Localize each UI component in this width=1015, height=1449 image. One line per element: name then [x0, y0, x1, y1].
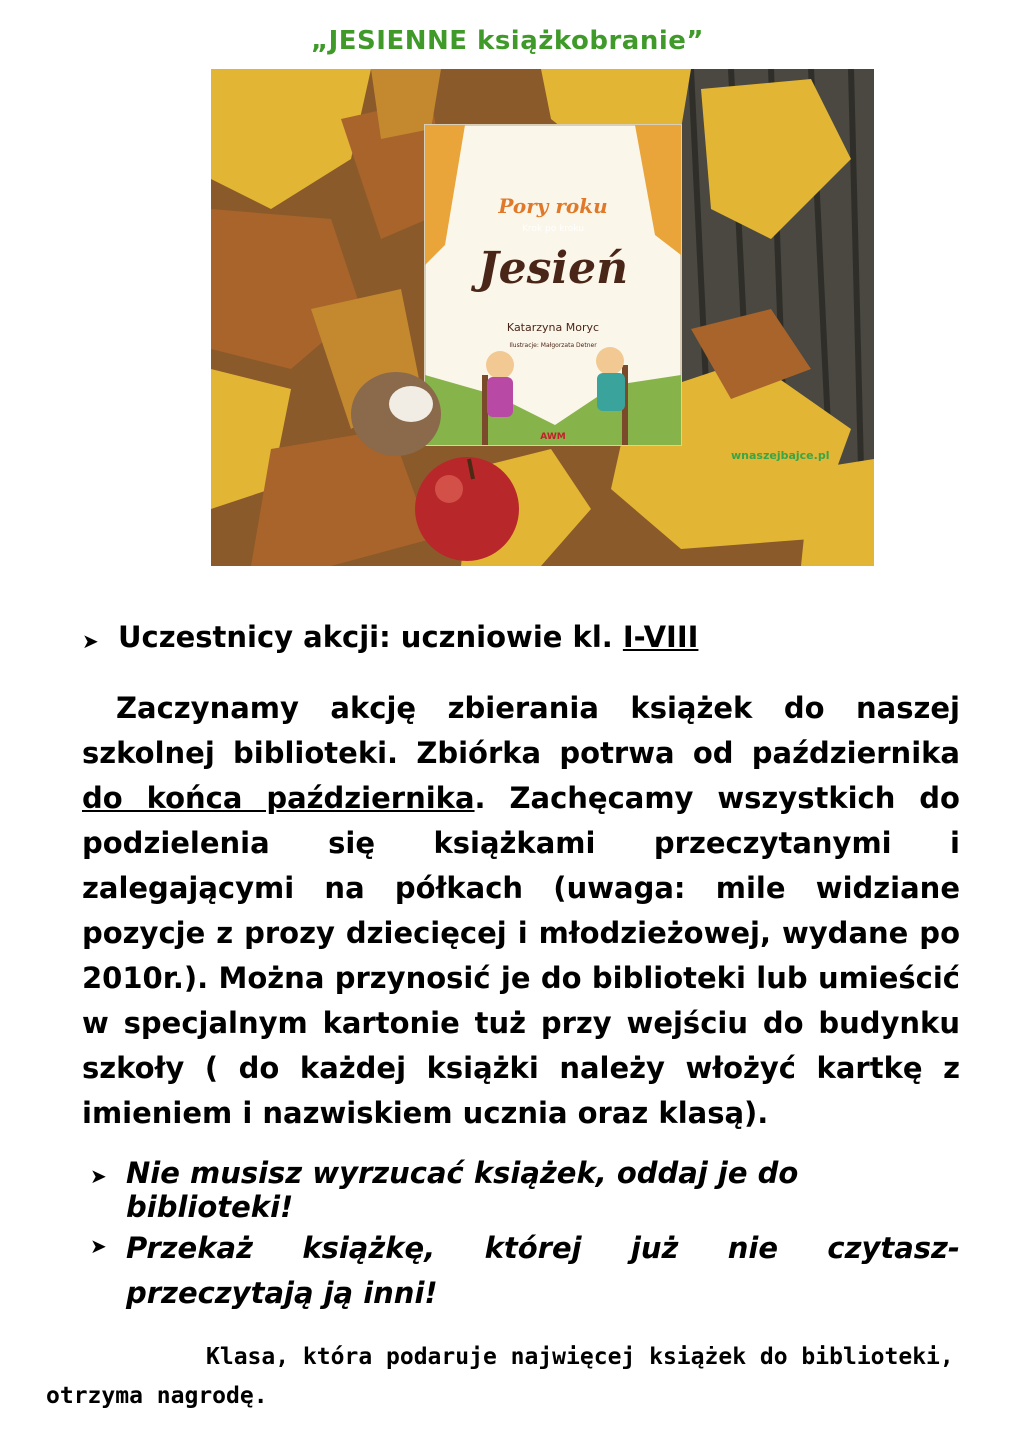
main-paragraph	[82, 686, 960, 1136]
page-title: „JESIENNE książkobranie”	[311, 26, 704, 56]
arrow-bullet-icon: ➤	[90, 1164, 107, 1188]
paragraph-part2: . Zachęcamy wszystkich do podzielenia się książkami przeczytanymi i zalegającymi na półkach (uwaga: mile widziane pozycje z prozy dziecięcej i młodzieżowej, wydane po 2010r.). Można przynosić je do biblioteki lub umieścić w specjalnym kartonie tuż przy wejściu do budynku szkoły ( do każdej książki należy włożyć kartkę z imieniem i nazwiskiem ucznia oraz klasą).	[82, 781, 960, 1130]
word: której	[484, 1231, 582, 1265]
bullet-pass-on-line2: przeczytają ją inni!	[126, 1276, 438, 1310]
word: czytasz-	[827, 1231, 960, 1265]
word: nie	[727, 1231, 779, 1265]
book-series-sub-text: Krok po kroku	[522, 224, 584, 234]
arrow-bullet-icon: ➤	[82, 629, 99, 653]
participants-label: Uczestnicy akcji: uczniowie kl.	[118, 620, 623, 654]
book-photo	[211, 69, 874, 566]
participants-classes: I-VIII	[622, 620, 699, 654]
paragraph-underlined: do końca października	[82, 781, 475, 815]
book-series-text: Pory roku	[498, 194, 608, 218]
closing-line2: otrzyma nagrodę.	[46, 1383, 268, 1409]
bullet-pass-on-text	[126, 1226, 960, 1316]
bullet-donate	[90, 1156, 960, 1224]
book-illustrator-text: Ilustracje: Małgorzata Detner	[509, 342, 597, 349]
participants-bullet	[82, 620, 698, 654]
book-title-text: Jesień	[477, 243, 629, 294]
book-author-text: Katarzyna Moryc	[506, 321, 600, 334]
bullet-pass-on	[90, 1226, 960, 1316]
word: Przekaż	[126, 1231, 253, 1265]
closing-note	[46, 1338, 958, 1416]
word: książkę,	[302, 1231, 436, 1265]
arrow-bullet-icon: ➤	[90, 1234, 107, 1258]
watermark-text: wnaszejbajce.pl	[731, 449, 830, 462]
paragraph-part1: Zaczynamy akcję zbierania książek do naszej szkolnej biblioteki. Zbiórka potrwa od października	[82, 691, 960, 770]
bullet-pass-on-line1	[126, 1226, 960, 1271]
participants-text	[118, 620, 698, 654]
publisher-logo-text: AWM	[540, 432, 566, 442]
closing-line1: Klasa, która podaruje najwięcej książek do biblioteki,	[206, 1344, 954, 1370]
word: już	[630, 1231, 679, 1265]
bullet-donate-text: Nie musisz wyrzucać książek, oddaj je do biblioteki!	[126, 1156, 799, 1224]
